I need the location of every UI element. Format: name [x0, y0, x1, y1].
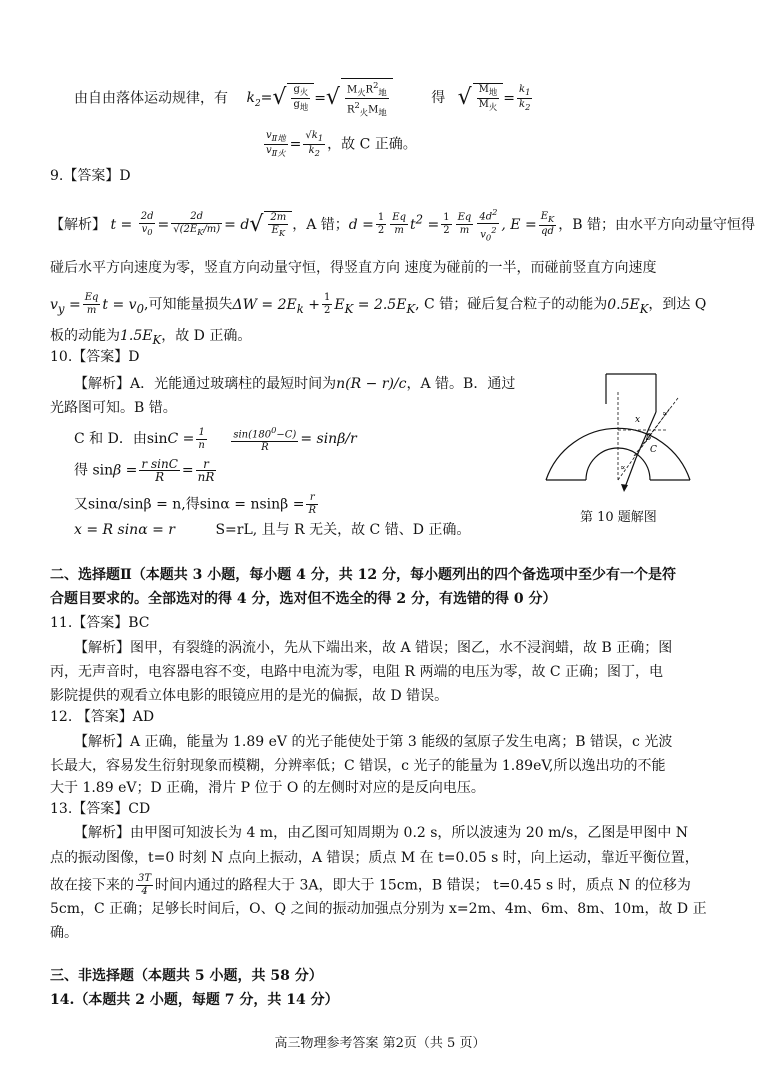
q10-line-5	[74, 492, 320, 517]
text: ，A 错；	[292, 216, 349, 233]
q11-line-1: 【解析】图甲，有裂缝的涡流小，先从下端出来，故 A 错误；图乙，水不浸润蜡，故 B 正确；图	[74, 640, 673, 656]
formula-frac: $\frac{1}{2}$	[377, 212, 385, 237]
formula-frac: $\frac{k_1}{k_2}$	[519, 83, 531, 112]
svg-text:x: x	[635, 415, 641, 425]
text: ，A 错。B．通过	[406, 376, 516, 392]
q13-line-1: 【解析】由甲图可知波长为 4 m，由乙图可知周期为 0.2 s，所以波速为 20 m/s，乙图是甲图中 N	[74, 825, 689, 841]
formula-frac: $\frac{Eq}{m}$	[457, 212, 472, 237]
text: 时间内通过的路程大于 3A，即大于 15cm，B 错误； t=0.45 s 时，质点 N 的位移为	[155, 877, 691, 894]
formula-frac: $\frac{r}{nR}$	[197, 457, 215, 484]
top-line-1: 由自由落体运动规律，有 $k_2=√$ $\frac{g_火}{g_地}$ =√ $\frac{M_火R^2_地}{R^2_火M_地}$ 得 √ $\frac{M_地}{M_火}$ = $\frac{k_1}{k_2}$	[74, 80, 531, 118]
q11-line-3: 影院提供的观看立体电影的眼镜应用的是光的偏振，故 D 错误。	[50, 688, 449, 704]
q10-figure	[538, 372, 698, 492]
formula-frac: $\frac{1}{2}$	[443, 212, 450, 237]
arrow-icon	[621, 484, 628, 492]
sqrt-icon: √	[272, 85, 287, 111]
text: S=rL, 且与 R 无关，故 C 错、D 正确。	[215, 522, 471, 538]
svg-text:∝: ∝	[620, 463, 626, 472]
formula: t =	[110, 216, 133, 233]
q9-answer: 9.【答案】D	[50, 168, 131, 184]
q9-line-3	[50, 292, 706, 318]
formula-frac: $\frac{\text{r sinC}}{R}$	[141, 457, 178, 484]
q11-line-2: 丙，无声音时，电容器电容不变，电路中电流为零，电阻 R 两端的电压为零，故 C 正确；图丁，电	[50, 664, 664, 680]
svg-text:∝: ∝	[662, 409, 668, 418]
formula-k2: $k_2=$	[246, 90, 273, 110]
formula: $\Delta W = 2E_k$ +	[232, 296, 320, 316]
q13-line-3	[50, 873, 691, 898]
formula: x = R sinα = r	[74, 522, 175, 538]
q12-line-3: 大于 1.89 eV；D 正确，滑片 P 位于 O 的左侧时对应的是反向电压。	[50, 780, 485, 796]
q13-answer: 13.【答案】CD	[50, 801, 151, 817]
formula-frac: $\frac{2d}{v_0}$	[140, 211, 154, 238]
text: , C 错；碰后复合粒子的动能为	[415, 296, 608, 313]
text: 由自由落体运动规律，有	[74, 90, 228, 107]
formula: $E_K = 2.5E_K$	[334, 296, 416, 316]
q12-line-2: 长最大，容易发生衍射现象而模糊，分辨率低；C 错误，c 光子的能量为 1.89eV,所以逸出功的不能	[50, 758, 666, 774]
formula: , E =	[501, 216, 537, 233]
formula: $t^2$ =	[410, 212, 440, 233]
q13-line-2: 点的振动图像，t=0 时刻 N 点向上振动，A 错误；质点 M 在 t=0.05 s 时，向上运动，靠近平衡位置，	[50, 850, 699, 866]
text: 得	[431, 90, 446, 107]
svg-text:C: C	[650, 445, 657, 455]
text: 板的动能为	[50, 328, 120, 344]
q11-answer: 11.【答案】BC	[50, 615, 150, 631]
q10-answer: 10.【答案】D	[50, 349, 140, 365]
formula-frac: $\frac{√k_1}{k_2}$	[305, 130, 324, 158]
q10-line-2: 光路图可知。B 错。	[50, 400, 177, 416]
formula: $1.5E_K$	[120, 328, 162, 347]
q9-line-1: 【解析】 t = $\frac{2d}{v_0}$ = $\frac{2d}{√(2E_K/m)}$ = d√ $\frac{2m}{E_K}$ ，A 错；d = $\frac{1}{2}$ $\frac{Eq}{m}$ $t^2$ = $\frac{1}{2}$ $\frac{Eq}{m}$ $\frac{4d^2}{v_0^2}$ , E = $\frac{E_K}{qd}$ ，B 错；由水平方向动量守恒得	[50, 207, 756, 243]
formula-frac: $\frac{M_火R^2_地}{R^2_火M_地}$	[341, 78, 393, 119]
formula-frac: $\frac{v_{Ⅱ地}}{v_{Ⅱ火}}$	[266, 130, 286, 158]
q10-line-4	[74, 458, 218, 483]
text: 【解析】	[50, 216, 106, 233]
section2-title-2: 合题目要求的。全部选对的得 4 分，选对但不选全的得 2 分，有选错的得 0 分）	[50, 591, 557, 607]
formula: $0.5E_K$	[607, 296, 649, 316]
formula-frac: $\frac{1}{n}$	[198, 426, 205, 451]
formula: =	[181, 462, 194, 479]
formula-frac: $\frac{M_地}{M_火}$	[473, 83, 504, 113]
q12-line-1: 【解析】A 正确，能量为 1.89 eV 的光子能使处于第 3 能级的氢原子发生电离；B 错误，c 光波	[74, 734, 673, 750]
formula-frac: $\frac{2m}{E_K}$	[264, 211, 292, 239]
formula-frac: $\frac{4d^2}{v_0^2}$	[479, 207, 498, 243]
formula-frac: $\frac{E_K}{qd}$	[540, 211, 555, 238]
q13-line-5: 确。	[50, 925, 78, 941]
q13-line-4: 5cm，C 正确；足够长时间后，O、Q 之间的振动加强点分别为 x=2m、4m、6m、8m、10m，故 D 正	[50, 901, 707, 917]
section3-title: 三、非选择题（本题共 5 小题，共 58 分）	[50, 968, 323, 984]
formula: n(R − r)/c	[336, 376, 407, 392]
q10-line-1	[74, 374, 515, 394]
formula-frac: $\frac{3T}{4}$	[138, 873, 152, 897]
formula: C =	[167, 431, 195, 448]
text: ，B 错；由水平方向动量守恒得	[558, 216, 756, 233]
formula-frac: $\frac{\sin(180^0-C)}{R}$	[233, 425, 297, 454]
sqrt-icon: √	[249, 211, 264, 237]
q14-heading: 14.（本题共 2 小题，每题 7 分，共 14 分）	[50, 992, 339, 1008]
top-line-2: $\frac{v_{Ⅱ地}}{v_{Ⅱ火}}$ = $\frac{√k_1}{k_2}$ ，故 C 正确。	[266, 130, 417, 158]
text: ，故 C 正确。	[327, 136, 417, 153]
formula-frac: $\frac{1}{2}$	[323, 292, 331, 316]
q12-answer: 12. 【答案】AD	[50, 709, 155, 725]
svg-text:β: β	[646, 433, 652, 443]
formula: β =	[113, 462, 138, 479]
text: 又sinα/sinβ = n,得sinα = nsinβ =	[74, 496, 305, 513]
formula-frac: $\frac{r}{R}$	[308, 492, 316, 516]
text: 得 sin	[74, 462, 114, 479]
text: ,可知能量损失	[144, 296, 233, 313]
q10-line-3	[74, 424, 357, 454]
formula: d =	[348, 216, 374, 233]
text: ，到达 Q	[648, 296, 707, 313]
formula: $t = v_0$	[102, 296, 144, 316]
figure-caption: 第 10 题解图	[580, 510, 657, 525]
formula: = sinβ/r	[300, 431, 357, 448]
formula-frac: $\frac{Eq}{m}$	[392, 212, 406, 237]
text: 【解析】A．光能通过玻璃柱的最短时间为	[74, 376, 337, 392]
formula-frac: $\frac{Eq}{m}$	[84, 292, 99, 316]
page-footer: 高三物理参考答案 第2页（共 5 页）	[274, 1036, 486, 1051]
formula: $v_y$ =	[50, 296, 81, 316]
text: ，故 D 正确。	[161, 328, 252, 344]
q9-line-2: 碰后水平方向速度为零，竖直方向动量守恒，得竖直方向 速度为碰前的一半，而碰前竖直方向速度	[50, 260, 657, 276]
section2-title-1: 二、选择题Ⅱ（本题共 3 小题，每小题 4 分，共 12 分，每小题列出的四个备选项中至少有一个是符	[50, 567, 677, 583]
q10-line-6	[74, 520, 470, 540]
sqrt-icon: √	[325, 85, 340, 111]
formula-frac: $\frac{g_火}{g_地}$	[287, 83, 314, 113]
formula: = d	[224, 216, 250, 233]
sqrt-icon: √	[457, 85, 472, 111]
text: 故在接下来的	[50, 877, 134, 894]
text: C 和 D．由sin	[74, 431, 168, 448]
formula-frac: $\frac{2d}{√(2E_K/m)}$	[173, 211, 221, 238]
